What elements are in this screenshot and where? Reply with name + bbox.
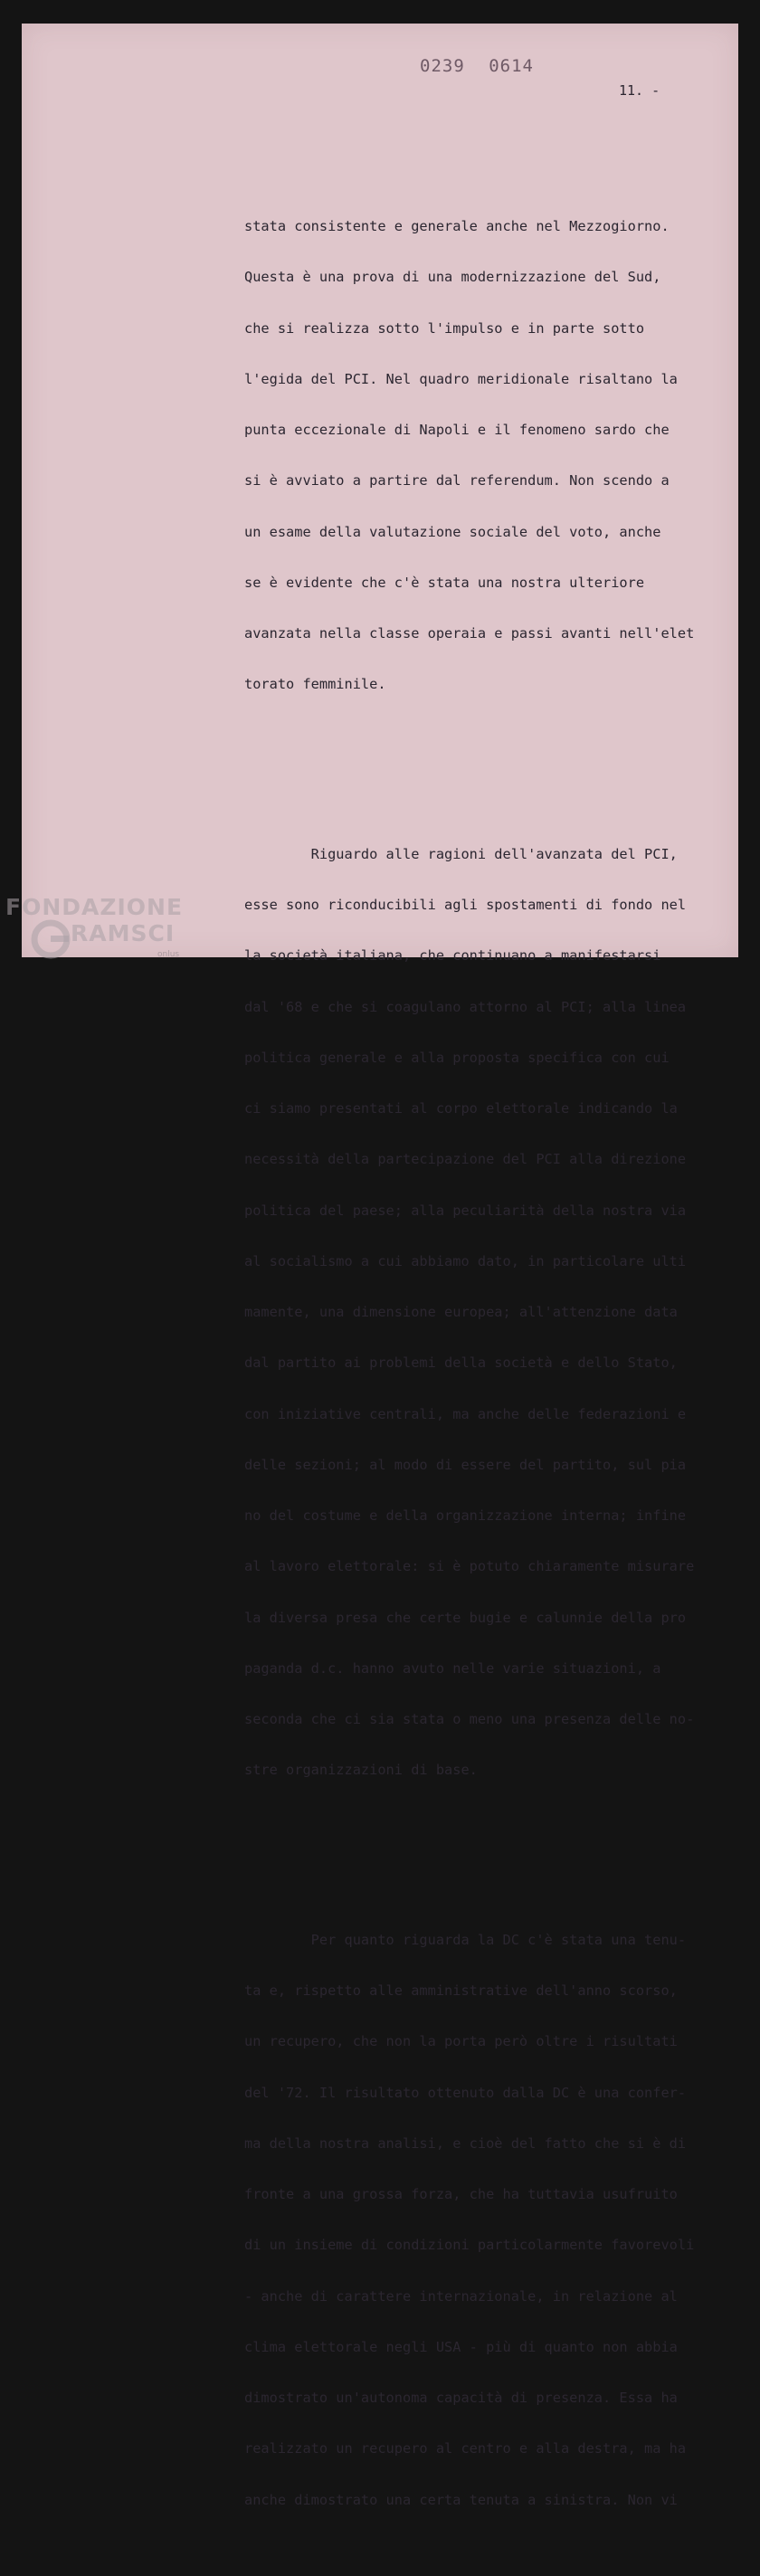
archive-number: 0239 0614 [420,56,534,76]
text-line: necessità della partecipazione del PCI alla direzione [244,1151,687,1168]
text-line: esse sono riconducibili agli spostamenti di fondo nel [244,897,687,913]
text-line: che si realizza sotto l'impulso e in parte sotto [244,319,645,337]
g-logo-icon [31,919,71,959]
text-line: un esame della valutazione sociale del voto, anche [244,523,661,540]
text-line: al lavoro elettorale: si è potuto chiaramente misurare [244,1558,695,1575]
text-line: paganda d.c. hanno avuto nelle varie situazioni, a [244,1659,661,1677]
watermark-line-2: RAMSCI [71,920,176,946]
text-line: politica generale e alla proposta specifica con cui [244,1049,670,1066]
text-line: al socialismo a cui abbiamo dato, in particolare ulti [244,1252,687,1269]
text-line: mamente, una dimensione europea; all'attenzione data [244,1304,678,1320]
text-line: se è evidente che c'è stata una nostra ulteriore [244,574,645,591]
text-line: torato femminile. [244,676,386,693]
watermark-onlus: onlus [157,950,180,959]
text-line: ta e, rispetto alle amministrative dell'anno scorso, [244,1982,678,1999]
text-line: di un insieme di condizioni particolarmente favorevoli [244,2237,695,2254]
text-line: anche dimostrato una certa tenuta a sinistra. Non vi [244,2491,678,2508]
text-line: politica del paese; alla peculiarità della nostra via [244,1202,687,1219]
paragraph-2 [244,812,724,1812]
page-number: 11. - [619,82,660,99]
text-line: delle sezioni; al modo di essere del partito, sul pia [244,1456,687,1473]
text-line: stre organizzazioni di base. [244,1762,478,1779]
text-line: l'egida del PCI. Nel quadro meridionale risaltano la [244,370,678,387]
text-line: seconda che ci sia stata o meno una presenza delle no- [244,1711,695,1727]
text-line: Questa è una prova di una modernizzazione del Sud, [244,269,661,286]
fondazione-gramsci-watermark [0,892,208,977]
text-line: la diversa presa che certe bugie e calunnie della pro [244,1609,687,1626]
text-line: Per quanto riguarda la DC c'è stata una tenu- [244,1931,687,1948]
paragraph-spacer [244,1847,724,1864]
text-line: dal '68 e che si coagulano attorno al PCI; alla linea [244,998,687,1015]
text-line: stata consistente e generale anche nel Mezzogiorno. [244,218,670,234]
text-line: dimostrato un'autonoma capacità di presenza. Essa ha [244,2390,678,2406]
text-line: si è avviato a partire dal referendum. Non scendo a [244,472,670,490]
text-line: ci siamo presentati al corpo elettorale indicando la [244,1100,678,1117]
text-line: dal partito ai problemi della società e dello Stato, [244,1355,678,1372]
text-line: un recupero, che non la porta però oltre i risultati [244,2033,678,2050]
paragraph-spacer [244,761,724,778]
paragraph-1 [244,185,724,727]
typed-text-body [244,150,724,2576]
text-line: con iniziative centrali, ma anche delle federazioni e [244,1405,687,1422]
text-line: clima elettorale negli USA - più di quanto non abbia [244,2338,678,2355]
text-line: Riguardo alle ragioni dell'avanzata del PCI, [244,845,678,862]
text-line: la società italiana, che continuano a manifestarsi [244,947,661,965]
text-line: avanzata nella classe operaia e passi avanti nell'elet [244,625,695,642]
document-page [22,24,738,2508]
paragraph-3 [244,1897,724,2543]
text-line: realizzato un recupero al centro e alla destra, ma ha [244,2440,687,2457]
text-line: - anche di carattere internazionale, in relazione al [244,2287,678,2305]
text-line: del '72. Il risultato ottenuto dalla DC è una confer- [244,2084,687,2101]
text-line: no del costume e della organizzazione interna; infine [244,1507,687,1524]
watermark-line-1: FONDAZIONE [5,894,184,920]
text-line: fronte a una grossa forza, che ha tuttavia usufruito [244,2186,678,2202]
text-line: punta eccezionale di Napoli e il fenomeno sardo che [244,422,670,438]
text-line: ma della nostra analisi, e cioè del fatto che si è di [244,2134,687,2152]
